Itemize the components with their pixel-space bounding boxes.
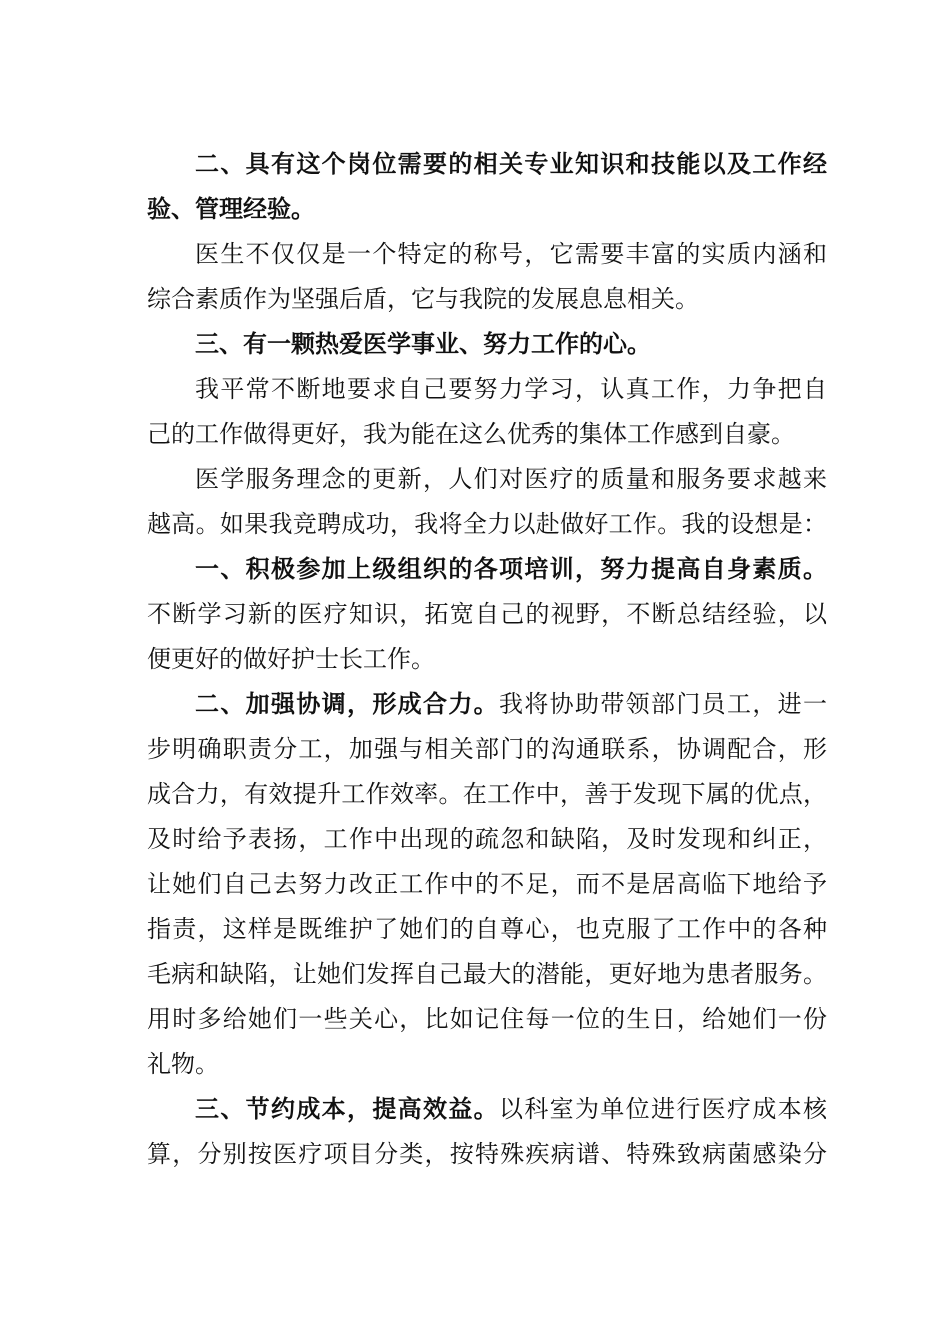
paragraph-line: 用时多给她们一些关心，比如记住每一位的生日，给她们一份 — [147, 1005, 827, 1033]
paragraph-line: 及时给予表扬，工作中出现的疏忽和缺陷，及时发现和纠正， — [147, 825, 827, 853]
document-body — [147, 142, 827, 1177]
paragraph-line: 医学服务理念的更新，人们对医疗的质量和服务要求越来 — [195, 465, 827, 493]
plan-heading-2: 二、加强协调，形成合力。 — [195, 690, 499, 718]
plan-2-text: 我将协助带领部门员工，进一 — [499, 690, 827, 718]
paragraph-line: 指责，这样是既维护了她们的自尊心，也克服了工作中的各种 — [147, 915, 827, 943]
plan-heading-1: 一、积极参加上级组织的各项培训，努力提高自身素质。 — [195, 555, 827, 583]
paragraph-line: 医生不仅仅是一个特定的称号，它需要丰富的实质内涵和 — [195, 240, 827, 268]
paragraph-line: 不断学习新的医疗知识，拓宽自己的视野，不断总结经验，以 — [147, 600, 827, 628]
section-heading-2-cont: 验、管理经验。 — [147, 195, 315, 223]
paragraph-line: 综合素质作为坚强后盾，它与我院的发展息息相关。 — [147, 285, 699, 313]
paragraph-line-mixed — [147, 1087, 827, 1132]
paragraph-line: 步明确职责分工，加强与相关部门的沟通联系，协调配合，形 — [147, 735, 827, 763]
plan-3-text: 以科室为单位进行医疗成本核 — [499, 1095, 827, 1123]
paragraph-line: 算，分别按医疗项目分类，按特殊疾病谱、特殊致病菌感染分 — [147, 1140, 827, 1168]
section-heading-2: 二、具有这个岗位需要的相关专业知识和技能以及工作经 — [195, 150, 827, 178]
paragraph-line: 成合力，有效提升工作效率。在工作中，善于发现下属的优点， — [147, 780, 827, 808]
paragraph-line: 我平常不断地要求自己要努力学习，认真工作，力争把自 — [195, 375, 827, 403]
plan-heading-3: 三、节约成本，提高效益。 — [195, 1095, 499, 1123]
paragraph-line-mixed — [147, 682, 827, 727]
paragraph-line: 礼物。 — [147, 1050, 219, 1078]
paragraph-line: 毛病和缺陷，让她们发挥自己最大的潜能，更好地为患者服务。 — [147, 960, 827, 988]
paragraph-line: 让她们自己去努力改正工作中的不足，而不是居高临下地给予 — [147, 870, 827, 898]
paragraph-line: 己的工作做得更好，我为能在这么优秀的集体工作感到自豪。 — [147, 420, 795, 448]
paragraph-line: 越高。如果我竞聘成功，我将全力以赴做好工作。我的设想是： — [147, 510, 827, 538]
section-heading-3: 三、有一颗热爱医学事业、努力工作的心。 — [195, 330, 651, 358]
paragraph-line: 便更好的做好护士长工作。 — [147, 645, 435, 673]
